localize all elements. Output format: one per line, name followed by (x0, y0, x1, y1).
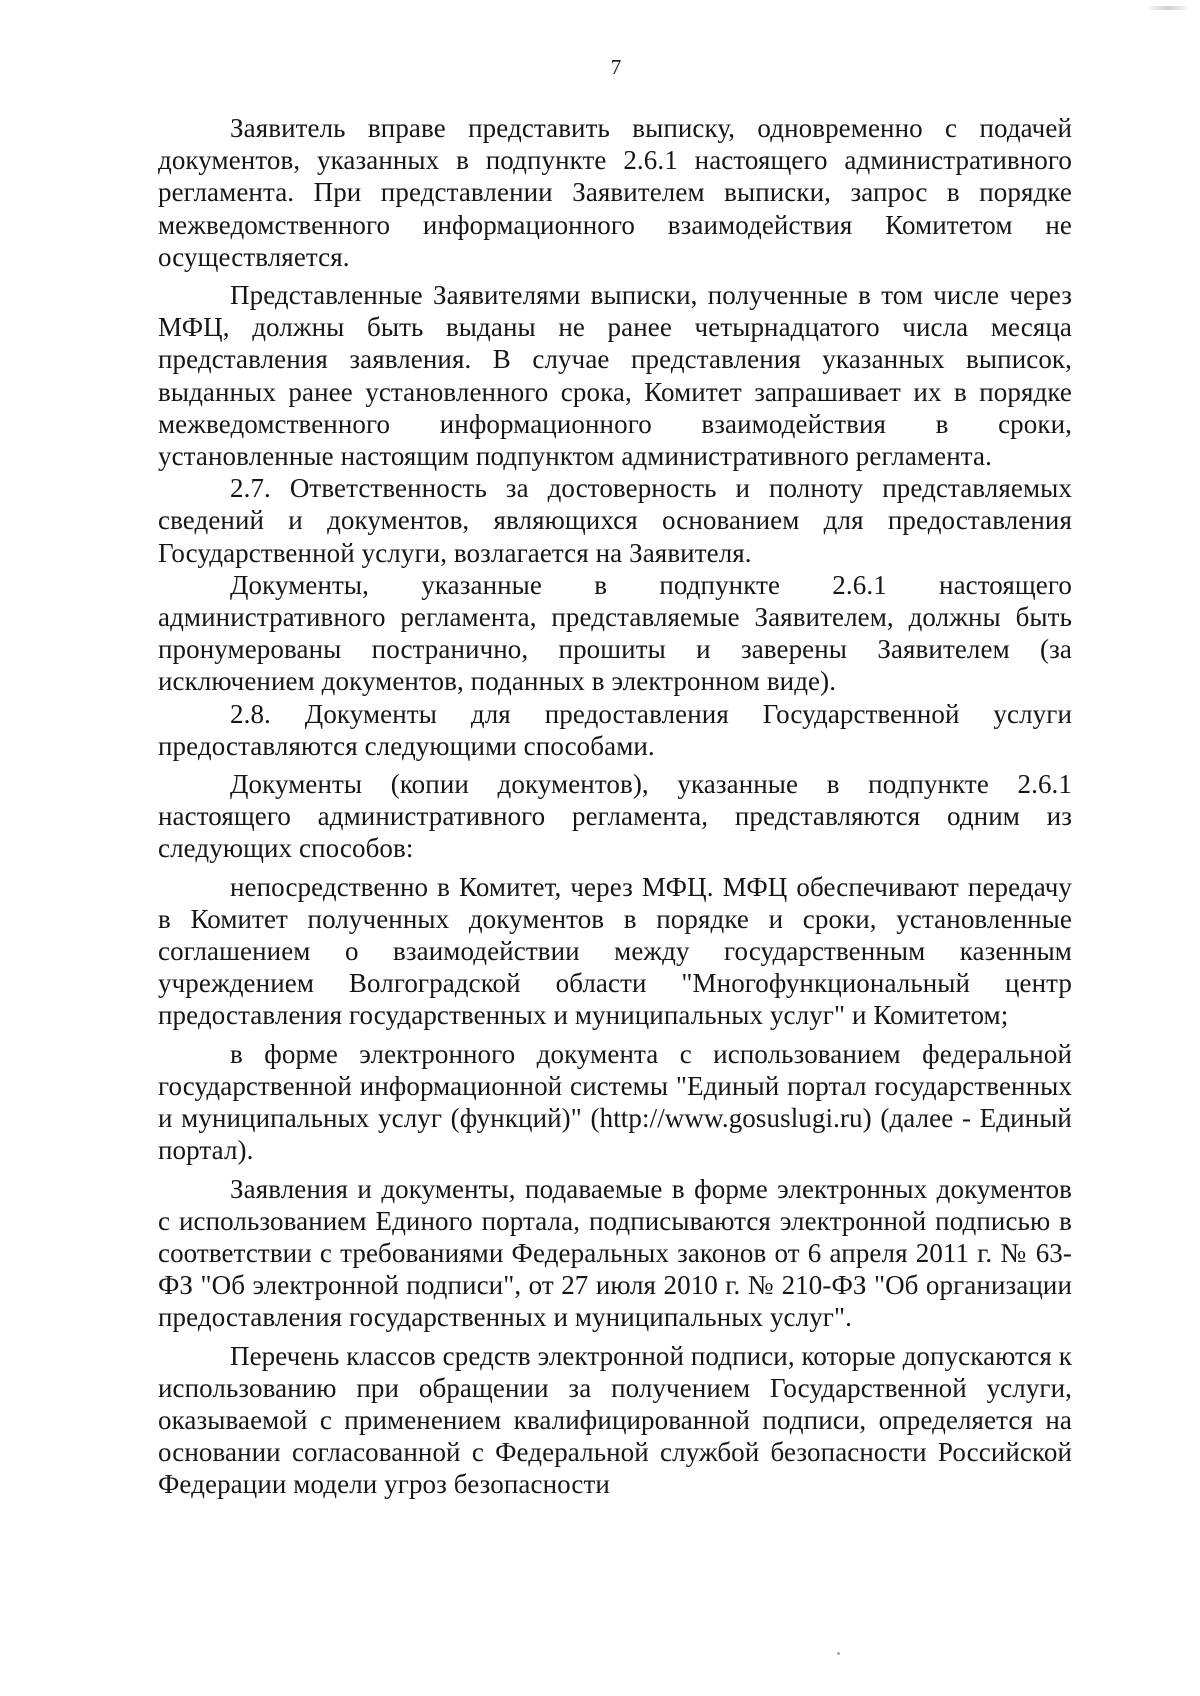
paragraph-statement-option: Заявитель вправе представить выписку, одновременно с подачей документов, указанных в подпункте 2.6.1 настоящего административного регламента. При представлении Заявителем выписки, запрос в порядке межведомственного информационного взаимодействия Комитетом не осуществляется. (158, 113, 1072, 272)
paragraph-electronic-signature: Заявления и документы, подаваемые в форме электронных документов с использованием Единого портала, подписываются электронной подписью в соответствии с требованиями Федеральных законов от 6 апреля 2011 г. № 63-ФЗ "Об электронной подписи", от 27 июля 2010 г. № 210-ФЗ "Об организации предоставления государственных и муниципальных услуг". (158, 1173, 1072, 1333)
paragraph-documents-numbering: Документы, указанные в подпункте 2.6.1 настоящего административного регламента, представляемые Заявителем, должны быть пронумерованы постранично, прошиты и заверены Заявителем (за исключением документов, поданных в электронном виде). (158, 569, 1072, 697)
paragraph-extract-dates: Представленные Заявителями выписки, полученные в том числе через МФЦ, должны быть выданы не ранее четырнадцатого числа месяца представления заявления. В случае представления указанных выписок, выданных ранее установленного срока, Комитет запрашивает их в порядке межведомственного информационного взаимодействия в сроки, установленные настоящим подпунктом административного регламента. (158, 280, 1072, 472)
scan-artifact (837, 1652, 840, 1655)
paragraph-submission-methods: Документы (копии документов), указанные в подпункте 2.6.1 настоящего административного регламента, представляются одним из следующих способов: (158, 769, 1072, 864)
page-number: 7 (610, 55, 622, 79)
paragraph-method-in-person: непосредственно в Комитет, через МФЦ. МФЦ обеспечивают передачу в Комитет полученных документов в порядке и сроки, установленные соглашением о взаимодействии между государственным казенным учреждением Волгоградской области "Многофункциональный центр предоставления государственных и муниципальных услуг" и Комитетом; (158, 871, 1072, 1031)
scan-artifact (1150, 6, 1186, 10)
paragraph-section-2-8: 2.8. Документы для предоставления Государственной услуги предоставляются следующими способами. (158, 698, 1072, 761)
document-body (158, 112, 1072, 1507)
paragraph-signature-classes: Перечень классов средств электронной подписи, которые допускаются к использованию при обращении за получением Государственной услуги, оказываемой с применением квалифицированной подписи, определяется на основании согласованной с Федеральной службой безопасности Российской Федерации модели угроз безопасности (158, 1340, 1072, 1500)
paragraph-section-2-7: 2.7. Ответственность за достоверность и полноту представляемых сведений и документов, являющихся основанием для предоставления Государственной услуги, возлагается на Заявителя. (158, 473, 1072, 568)
paragraph-method-electronic: в форме электронного документа с использованием федеральной государственной информационной системы "Единый портал государственных и муниципальных услуг (функций)" (http://www.gosuslugi.ru) (далее - Единый портал). (158, 1038, 1072, 1166)
